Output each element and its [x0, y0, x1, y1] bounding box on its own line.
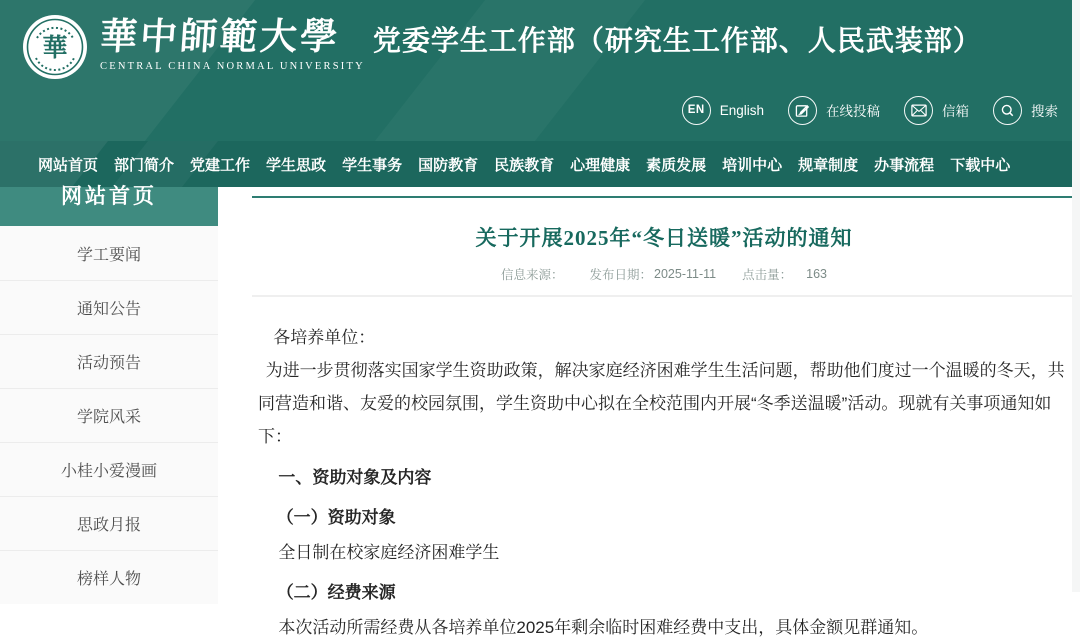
sidebar-menu — [0, 226, 218, 592]
sidebar-header-label: 网站首页 — [61, 185, 157, 208]
nav-item-rules[interactable]: 规章制度 — [798, 156, 859, 174]
sidebar-item-college-style[interactable]: 学院风采 — [0, 388, 218, 442]
site-header — [0, 0, 1072, 141]
search-icon — [993, 96, 1022, 125]
content-top-divider — [252, 196, 1076, 198]
meta-hits-value: 163 — [806, 267, 827, 281]
nav-item-student-ideology[interactable]: 学生思政 — [266, 156, 327, 174]
sidebar — [0, 187, 218, 592]
meta-divider — [252, 295, 1076, 297]
heading-aid-target: （一）资助对象 — [276, 508, 396, 527]
meta-hits-label: 点击量： — [742, 268, 793, 282]
heading-section-1: 一、资助对象及内容 — [278, 468, 432, 487]
search-button[interactable] — [993, 96, 1058, 125]
search-label: 搜索 — [1031, 104, 1058, 119]
sidebar-item-role-models[interactable]: 榜样人物 — [0, 550, 218, 604]
nav-item-dept-intro[interactable]: 部门简介 — [114, 156, 175, 174]
mailbox-link[interactable] — [904, 96, 969, 125]
scrollbar[interactable] — [1072, 0, 1080, 592]
sidebar-item-activity-preview[interactable]: 活动预告 — [0, 334, 218, 388]
meta-date — [590, 265, 717, 283]
nav-item-ethnic-education[interactable]: 民族教育 — [494, 156, 555, 174]
mail-icon — [904, 96, 933, 125]
nav-item-home[interactable]: 网站首页 — [38, 156, 99, 174]
paragraph-aid-target: 全日制在校家庭经济困难学生 — [278, 543, 500, 562]
article-title: 关于开展2025年“冬日送暖”活动的通知 — [475, 226, 853, 250]
paragraph-salutation: 各培养单位： — [273, 328, 376, 347]
sidebar-header-home[interactable] — [0, 187, 218, 226]
university-logo[interactable] — [22, 14, 88, 80]
university-name-chinese: 華中師範大學 — [98, 17, 342, 58]
en-badge-text: EN — [687, 104, 705, 116]
nav-item-student-affairs[interactable]: 学生事务 — [342, 156, 403, 174]
department-title: 党委学生工作部（研究生工作部、人民武装部） — [372, 26, 982, 57]
english-link[interactable] — [682, 96, 764, 125]
nav-item-party-building[interactable]: 党建工作 — [190, 156, 251, 174]
svg-text:華: 華 — [42, 35, 68, 62]
edit-icon — [788, 96, 817, 125]
paragraph-funding-source: 本次活动所需经费从各培养单位2025年剩余临时困难经费中支出，具体金额见群通知。 — [278, 618, 929, 637]
meta-date-label: 发布日期： — [589, 268, 653, 282]
online-submission-label: 在线投稿 — [826, 104, 880, 119]
sidebar-item-notices[interactable]: 通知公告 — [0, 280, 218, 334]
paragraph-intro: 为进一步贯彻落实国家学生资助政策，解决家庭经济困难学生生活问题，帮助他们度过一个温暖的冬天，共同营造和谐、友爱的校园氛围，学生资助中心拟在全校范围内开展“冬季送温暖”活动。现就有关事项通知如下： — [258, 361, 1065, 446]
nav-item-training-center[interactable]: 培训中心 — [722, 156, 783, 174]
online-submission-link[interactable] — [788, 96, 880, 125]
mailbox-label: 信箱 — [942, 104, 969, 119]
university-seal-icon — [22, 14, 88, 80]
meta-date-value: 2025-11-11 — [654, 267, 717, 281]
meta-hits — [742, 265, 827, 283]
university-name-english: CENTRAL CHINA NORMAL UNIVERSITY — [100, 61, 365, 72]
en-badge-icon — [682, 96, 711, 125]
header-main-row — [0, 0, 1072, 90]
meta-source-label: 信息来源： — [501, 268, 564, 282]
meta-source — [501, 265, 564, 283]
nav-item-download-center[interactable]: 下载中心 — [950, 156, 1011, 174]
nav-item-national-defense[interactable]: 国防教育 — [418, 156, 479, 174]
article-content — [252, 187, 1076, 644]
article-meta — [252, 265, 1076, 283]
sidebar-item-comics[interactable]: 小桂小爱漫画 — [0, 442, 218, 496]
sidebar-item-student-news[interactable]: 学工要闻 — [0, 226, 218, 280]
nav-item-procedures[interactable]: 办事流程 — [874, 156, 935, 174]
article-body — [252, 321, 1076, 644]
heading-funding-source: （二）经费来源 — [276, 583, 396, 602]
university-brand — [100, 18, 365, 72]
english-label: English — [719, 102, 764, 118]
sidebar-item-monthly-report[interactable]: 思政月报 — [0, 496, 218, 550]
nav-item-quality-development[interactable]: 素质发展 — [646, 156, 707, 174]
utility-bar — [682, 92, 1058, 128]
nav-item-mental-health[interactable]: 心理健康 — [570, 156, 631, 174]
